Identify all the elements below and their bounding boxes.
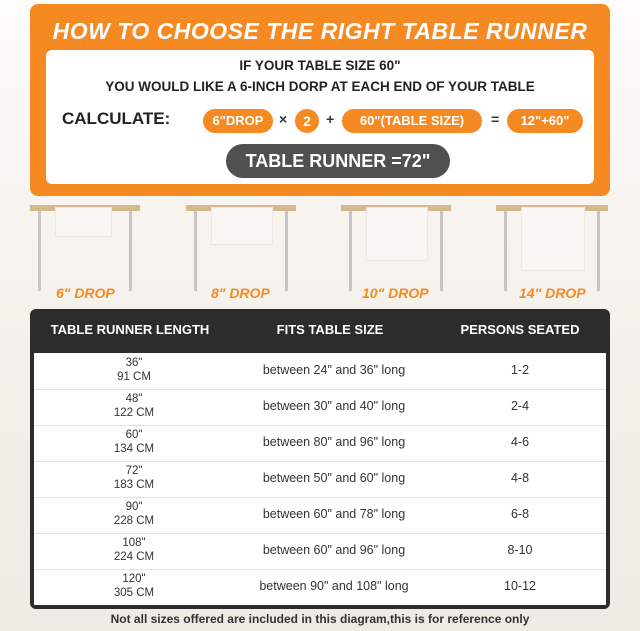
header-fits: FITS TABLE SIZE: [276, 322, 384, 337]
example-table-size: IF YOUR TABLE SIZE 60": [239, 58, 401, 73]
fits-cell: between 30" and 40" long: [262, 399, 406, 413]
table-row: [34, 461, 606, 498]
header-persons: PERSONS SEATED: [460, 322, 580, 337]
fits-cell: between 90" and 108" long: [259, 579, 409, 593]
runner-length-cell: 90" 228 CM: [113, 501, 155, 527]
fits-cell: between 50" and 60" long: [262, 471, 406, 485]
persons-cell: 8-10: [507, 543, 533, 557]
calculation-panel: [46, 50, 594, 184]
runner-length-cell: 120" 305 CM: [113, 573, 155, 599]
footer-note: Not all sizes offered are included in this diagram,this is for reference only: [110, 612, 530, 626]
drop-pill: 6"DROP: [203, 109, 273, 133]
times-sign: ×: [279, 111, 288, 127]
page-title: HOW TO CHOOSE THE RIGHT TABLE RUNNER: [52, 18, 588, 44]
table-row: [34, 389, 606, 426]
size-chart: [30, 309, 610, 609]
table-row: [34, 569, 606, 605]
runner-length-cell: 72" 183 CM: [113, 465, 155, 491]
persons-cell: 1-2: [510, 363, 530, 377]
drop-label-10: 10" DROP: [362, 285, 429, 301]
fits-cell: between 60" and 96" long: [262, 543, 406, 557]
example-drop-text: YOU WOULD LIKE A 6-INCH DORP AT EACH END OF YOUR TABLE: [105, 79, 535, 94]
table-size-pill: 60"(TABLE SIZE): [342, 109, 482, 133]
runner-length-cell: 108" 224 CM: [113, 537, 155, 563]
chart-rows: [34, 353, 606, 605]
table-row: [34, 497, 606, 534]
drop-label-8: 8" DROP: [211, 285, 270, 301]
fits-cell: between 24" and 36" long: [262, 363, 406, 377]
persons-cell: 4-6: [510, 435, 530, 449]
fits-cell: between 60" and 78" long: [262, 507, 406, 521]
runner-length-cell: 48" 122 CM: [113, 393, 155, 419]
drop-label-6: 6" DROP: [56, 285, 115, 301]
multiplier-badge: 2: [295, 109, 319, 133]
persons-cell: 2-4: [510, 399, 530, 413]
header-length: TABLE RUNNER LENGTH: [50, 322, 210, 337]
runner-length-cell: 36" 91 CM: [117, 357, 151, 383]
header-banner: [30, 4, 610, 196]
table-row: [34, 353, 606, 390]
plus-sign: +: [326, 111, 335, 127]
calculate-label: CALCULATE:: [62, 109, 171, 128]
result-badge: TABLE RUNNER =72": [226, 144, 450, 178]
persons-cell: 10-12: [504, 579, 536, 593]
runner-length-cell: 60" 134 CM: [113, 429, 155, 455]
persons-cell: 6-8: [510, 507, 530, 521]
table-row: [34, 425, 606, 462]
sum-pill: 12"+60": [507, 109, 583, 133]
equals-sign: =: [491, 111, 500, 127]
persons-cell: 4-8: [510, 471, 530, 485]
table-row: [34, 533, 606, 570]
fits-cell: between 80" and 96" long: [262, 435, 406, 449]
drop-label-14: 14" DROP: [519, 285, 586, 301]
chart-header: [30, 309, 610, 351]
